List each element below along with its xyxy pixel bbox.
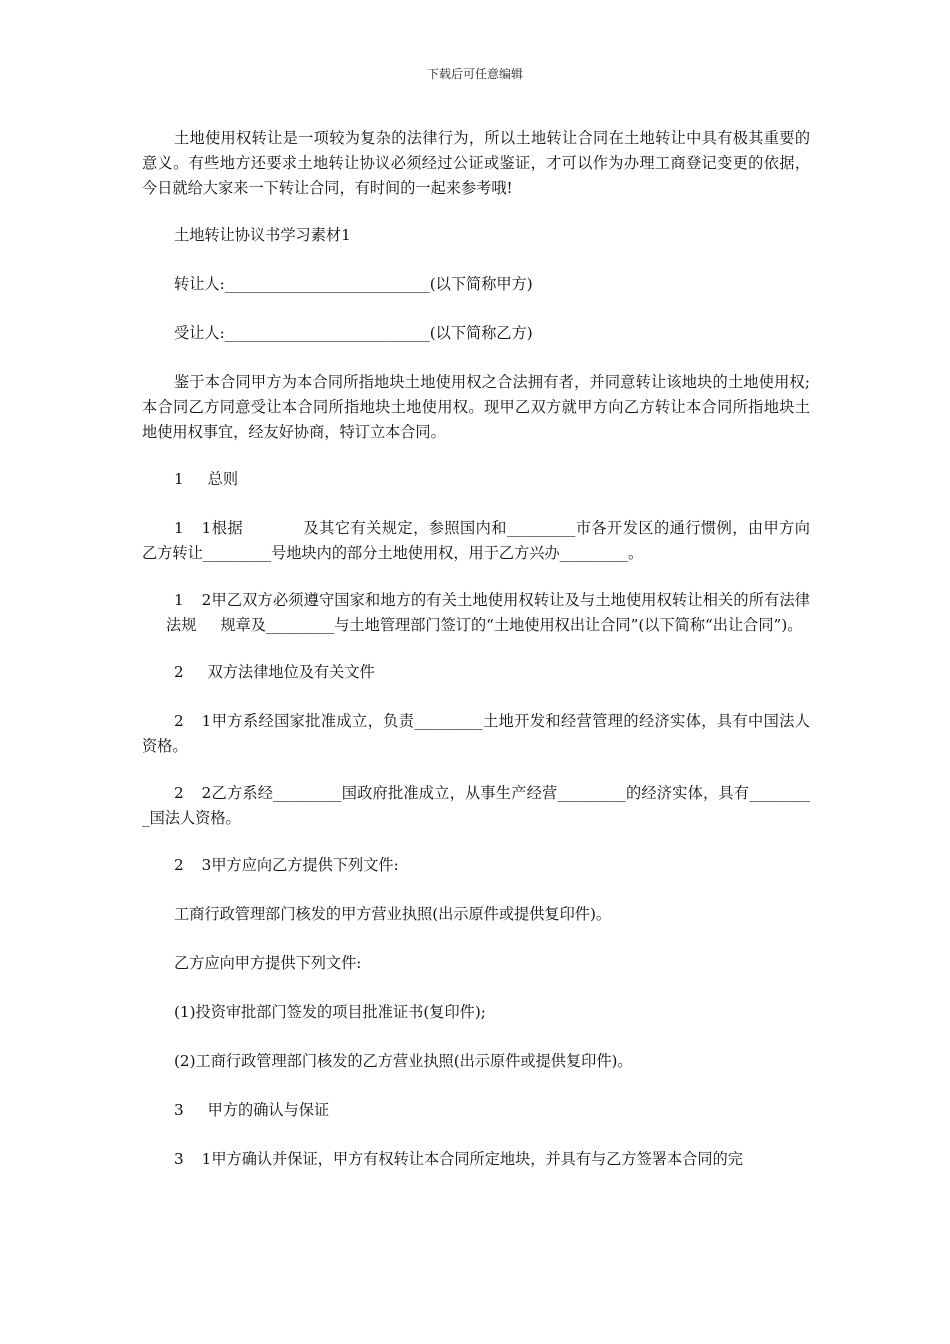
document-body [142, 126, 810, 1196]
section-number: 2 [174, 663, 184, 681]
section-number: 1 [174, 470, 184, 488]
clause-number: 2 [174, 784, 184, 802]
clause-2-1 [142, 709, 810, 759]
intro-paragraph: 土地使用权转让是一项较为复杂的法律行为，所以土地转让合同在土地转让中具有极其重要的意义。有些地方还要求土地转让协议必须经过公证或鉴证，才可以作为办理工商登记变更的依据，今日就给大家来一下转让合同，有时间的一起来参考哦! [142, 129, 810, 197]
clause-text-b: 法规 [166, 616, 197, 634]
document-item-a: 工商行政管理部门核发的甲方营业执照(出示原件或提供复印件)。 [174, 905, 612, 923]
whereas-paragraph: 鉴于本合同甲方为本合同所指地块土地使用权之合法拥有者，并同意转让该地块的土地使用权;本合同乙方同意受让本合同所指地块土地使用权。现甲乙双方就甲方向乙方转让本合同所指地块土地使用权事宜，经友好协商，特订立本合同。 [142, 373, 810, 441]
clause-number: 2 [174, 712, 184, 730]
clause-2-3 [142, 853, 810, 878]
clause-text-a: 2甲乙双方必须遵守国家和地方的有关土地使用权转让及与土地使用权转让相关的所有法律 [201, 591, 810, 609]
clause-1-1 [142, 516, 810, 566]
document-item-b2: (2)工商行政管理部门核发的乙方营业执照(出示原件或提供复印件)。 [174, 1052, 633, 1070]
section-1-heading [142, 467, 810, 492]
clause-text: 1甲方系经国家批准成立，负责_________土地开发和经营管理的经济实体，具有中国法人资格。 [142, 712, 810, 755]
section-number: 3 [174, 1101, 184, 1119]
transferee-line: 受让人:___________________________(以下简称乙方) [174, 324, 533, 342]
section-3-heading [142, 1098, 810, 1123]
clause-text-b: 及其它有关规定，参照国内和_________市各开发区的通行惯例，由甲方向乙方转让_________号地块内的部分土地使用权，用于乙方兴办_________。 [142, 519, 810, 562]
section-title: 甲方的确认与保证 [207, 1101, 330, 1119]
section-2-heading [142, 660, 810, 685]
page-header: 下载后可任意编辑 [426, 67, 523, 81]
section-title: 双方法律地位及有关文件 [207, 663, 375, 681]
clause-text-a: 1根据 [201, 519, 244, 537]
section-title: 总则 [207, 470, 239, 488]
clause-3-1 [142, 1147, 810, 1172]
clause-number: 2 [174, 856, 184, 874]
clause-1-2 [142, 588, 810, 638]
clause-number: 3 [174, 1150, 184, 1168]
clause-text: 2乙方系经_________国政府批准成立，从事生产经营_________的经济实体，具有_________国法人资格。 [142, 784, 810, 827]
clause-2-2 [142, 781, 810, 831]
document-item-b: 乙方应向甲方提供下列文件: [174, 954, 362, 972]
document-item-b1: (1)投资审批部门签发的项目批准证书(复印件); [174, 1003, 486, 1021]
clause-text: 3甲方应向乙方提供下列文件: [201, 856, 399, 874]
clause-text: 1甲方确认并保证，甲方有权转让本合同所定地块，并具有与乙方签署本合同的完 [201, 1150, 743, 1168]
clause-number: 1 [174, 519, 184, 537]
transferor-line: 转让人:___________________________(以下简称甲方) [174, 275, 533, 293]
document-title: 土地转让协议书学习素材1 [174, 226, 351, 244]
clause-number: 1 [174, 591, 184, 609]
clause-text-c: 规章及_________与土地管理部门签订的“土地使用权出让合同”(以下简称“出让合同”)。 [220, 616, 803, 634]
